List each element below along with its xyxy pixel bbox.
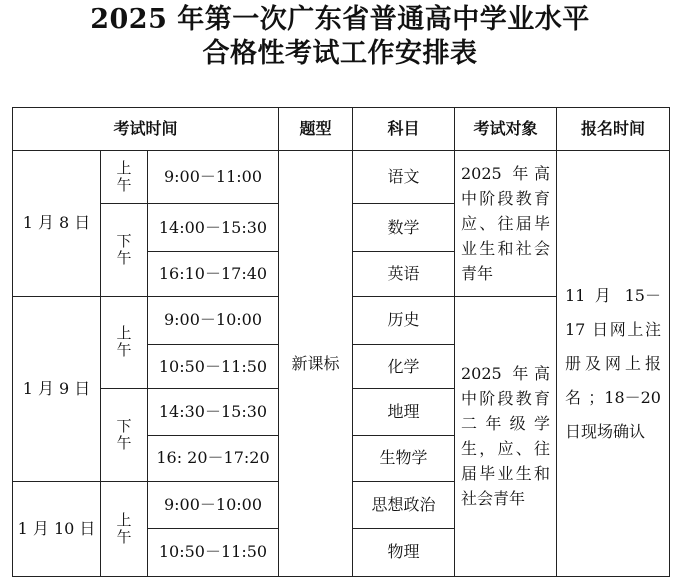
morning-cell: 上 午: [101, 296, 148, 389]
afternoon-cell: 下 午: [101, 389, 148, 482]
target-group-cell: 2025 年高中阶段教育二年级学生，应、往届毕业生和社会青年: [455, 296, 557, 576]
subject-cell: 英语: [353, 252, 455, 296]
time-slot: 10:50－11:50: [148, 344, 279, 388]
time-slot: 14:00－15:30: [148, 203, 279, 251]
subject-cell: 生物学: [353, 435, 455, 481]
subject-cell: 思想政治: [353, 482, 455, 528]
time-slot: 16: 20－17:20: [148, 435, 279, 481]
header-exam-target: 考试对象: [455, 108, 557, 151]
subject-cell: 历史: [353, 296, 455, 344]
header-registration-time: 报名时间: [557, 108, 670, 151]
time-slot: 9:00－10:00: [148, 482, 279, 528]
header-subject: 科目: [353, 108, 455, 151]
document-title-line-2: 合格性考试工作安排表: [202, 38, 478, 69]
time-slot: 16:10－17:40: [148, 252, 279, 296]
subject-cell: 数学: [353, 203, 455, 251]
header-exam-time: 考试时间: [13, 108, 279, 151]
header-row: [13, 108, 670, 151]
registration-time-cell: 11 月 15－17 日网上注册及网上报名；18－20 日现场确认: [557, 151, 670, 577]
afternoon-cell: 下 午: [101, 203, 148, 296]
question-type-cell: 新课标: [279, 151, 353, 577]
subject-cell: 化学: [353, 344, 455, 388]
morning-cell: 上 午: [101, 151, 148, 203]
date-cell: 1 月 8 日: [13, 151, 101, 296]
header-question-type: 题型: [279, 108, 353, 151]
table-row: [13, 151, 670, 203]
time-slot: 9:00－10:00: [148, 296, 279, 344]
target-group-cell: 2025 年高中阶段教育应、往届毕业生和社会青年: [455, 151, 557, 296]
time-slot: 14:30－15:30: [148, 389, 279, 435]
document-title-line-1: 2025 年第一次广东省普通高中学业水平: [90, 4, 590, 35]
exam-schedule-table: [12, 107, 670, 577]
subject-cell: 地理: [353, 389, 455, 435]
morning-cell: 上 午: [101, 482, 148, 577]
date-cell: 1 月 9 日: [13, 296, 101, 482]
time-slot: 10:50－11:50: [148, 528, 279, 576]
date-cell: 1 月 10 日: [13, 482, 101, 577]
time-slot: 9:00－11:00: [148, 151, 279, 203]
subject-cell: 语文: [353, 151, 455, 203]
subject-cell: 物理: [353, 528, 455, 576]
